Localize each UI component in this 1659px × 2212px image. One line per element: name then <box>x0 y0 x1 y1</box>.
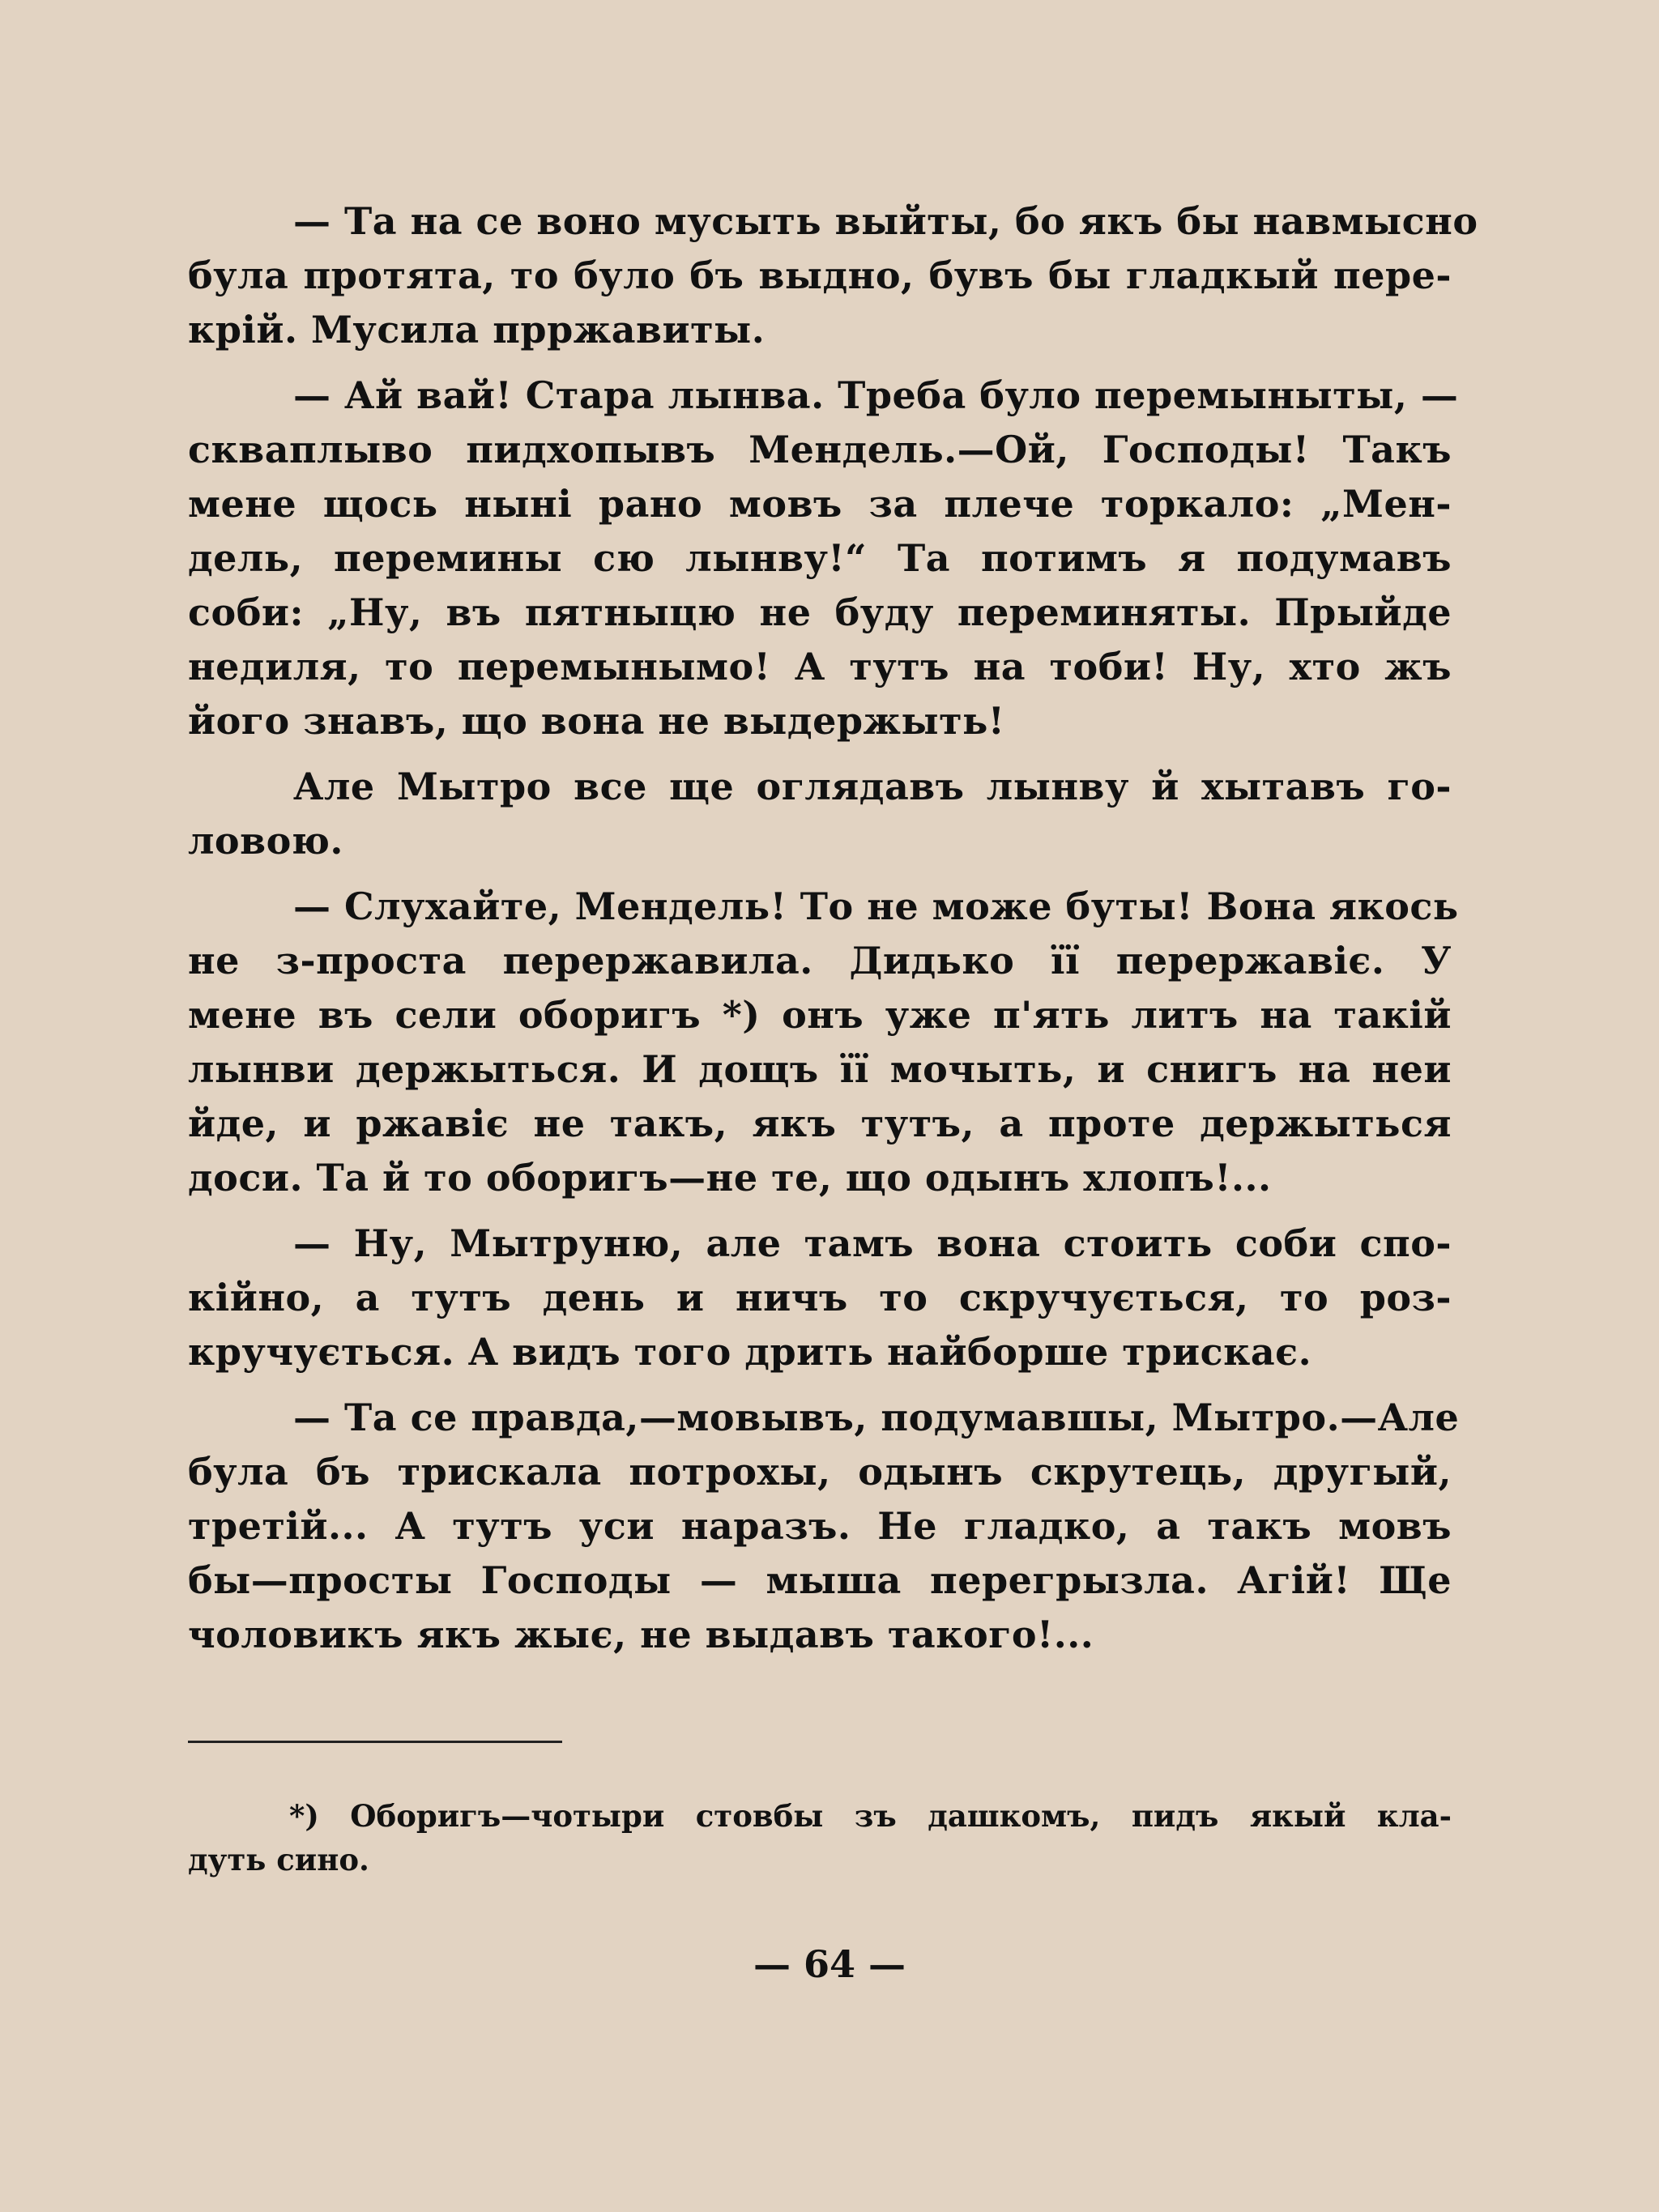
text-line: мене щось нынi рано мовъ за плече торкало: „Мен- <box>188 482 1452 526</box>
paragraph-1 <box>188 194 1478 357</box>
text-line: третій... А тутъ уси наразъ. Не гладко, а такъ мовъ <box>188 1504 1452 1548</box>
text-line: чоловикъ якъ жыє, не выдавъ такого!... <box>188 1613 1094 1656</box>
text-line: недиля, то перемынымо! А тутъ на тоби! Ну, хто жъ <box>188 645 1452 688</box>
text-line: доси. Та й то оборигъ—не те, що одынъ хлопъ!... <box>188 1156 1272 1200</box>
paragraph-2 <box>188 369 1459 748</box>
text-line: крій. Мусила прржавиты. <box>188 308 766 352</box>
paragraph-6 <box>188 1391 1460 1662</box>
page-number: — 64 — <box>753 1942 906 1986</box>
footnote <box>188 1794 1452 1882</box>
paragraph-5 <box>188 1217 1452 1379</box>
text-line: кійно, а тутъ день и ничъ то скручується, то роз- <box>188 1276 1452 1319</box>
text-line: його знавъ, що вона не выдержыть! <box>188 699 1005 743</box>
text-line: йде, и ржавіє не такъ, якъ тутъ, а проте держыться <box>188 1102 1452 1145</box>
paragraph-3 <box>188 760 1452 868</box>
text-line: дель, перемины сю лынву!“ Та потимъ я подумавъ <box>188 536 1452 580</box>
text-line: — Слухайте, Мендель! То не може буты! Вона якось <box>293 884 1459 928</box>
text-line: ловою. <box>188 819 343 863</box>
footnote-line: *) Оборигъ—чотыри стовбы зъ дашкомъ, пидъ якый кла- <box>289 1798 1452 1834</box>
main-text <box>188 194 1478 1673</box>
text-line: — Та на се воно мусыть выйты, бо якъ бы навмысно <box>293 199 1478 243</box>
paragraph-4 <box>188 880 1459 1205</box>
text-line: була бъ трискала потрохы, одынъ скрутець, другый, <box>188 1450 1452 1494</box>
text-line: не з-проста перержавила. Дидько її перержавіє. У <box>188 939 1452 982</box>
footnote-line: дуть сино. <box>188 1842 369 1877</box>
text-line: лынви держыться. И дощъ її мочыть, и снигъ на неи <box>188 1047 1452 1091</box>
text-line: соби: „Ну, въ пятныцю не буду переминяты. Прыйде <box>188 590 1452 634</box>
text-line: кручується. А видъ того дрить найборше трискає. <box>188 1330 1312 1374</box>
text-line: — Ну, Мытруню, але тамъ вона стоить соби спо- <box>293 1221 1452 1265</box>
text-line: бы—просты Господы — мыша перегрызла. Агій! Ще <box>188 1558 1452 1602</box>
text-line: була протята, то було бъ выдно, бувъ бы гладкый пере- <box>188 254 1452 297</box>
text-line: — Та се правда,—мовывъ, подумавшы, Мытро.—Але <box>293 1396 1460 1439</box>
footnote-divider <box>188 1741 562 1743</box>
text-line: скваплыво пидхопывъ Мендель.—Ой, Господы! Такъ <box>188 428 1452 471</box>
text-line: мене въ сели оборигъ *) онъ уже п'ять литъ на такій <box>188 993 1452 1037</box>
text-line: — Ай вай! Стара лынва. Треба було перемыныты, — <box>293 373 1459 417</box>
text-line: Але Мытро все ще оглядавъ лынву й хытавъ го- <box>293 765 1452 808</box>
